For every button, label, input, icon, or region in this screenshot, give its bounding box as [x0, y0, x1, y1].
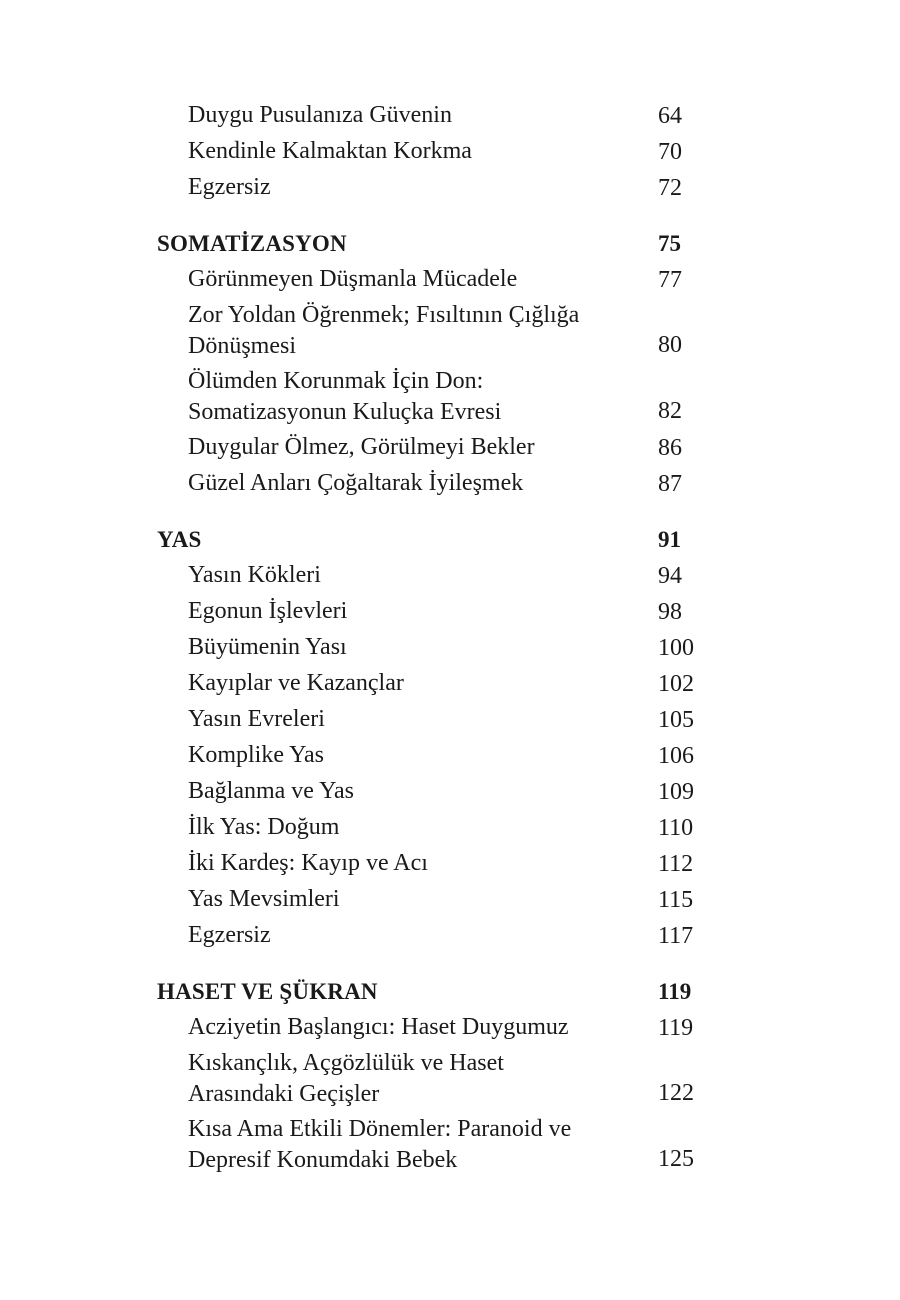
toc-entry — [0, 702, 900, 738]
entry-title-line: Somatizasyonun Kuluçka Evresi — [188, 399, 502, 425]
entry-title: Büyümenin Yası — [188, 634, 347, 660]
entry-title: Acziyetin Başlangıcı: Haset Duygumuz — [188, 1014, 569, 1040]
page-number: 115 — [658, 887, 694, 913]
page-number: 82 — [658, 398, 682, 424]
entry-title-line: Kısa Ama Etkili Dönemler: Paranoid ve — [188, 1116, 572, 1142]
entry-title — [188, 298, 628, 362]
toc-section-heading — [0, 974, 900, 1010]
toc-entry — [0, 134, 900, 170]
section-title: SOMATİZASYON — [157, 231, 347, 256]
entry-title: Kayıplar ve Kazançlar — [188, 670, 404, 696]
toc-section-heading — [0, 226, 900, 262]
toc-entry — [0, 810, 900, 846]
toc-entry — [0, 430, 900, 466]
toc-entry — [0, 298, 900, 364]
entry-title-line: Kıskançlık, Açgözlülük ve Haset — [188, 1050, 504, 1076]
entry-title: Görünmeyen Düşmanla Mücadele — [188, 266, 518, 292]
toc-entry — [0, 364, 900, 430]
section-title: HASET VE ŞÜKRAN — [157, 979, 378, 1004]
entry-title-line: Depresif Konumdaki Bebek — [188, 1147, 458, 1173]
entry-title: Komplike Yas — [188, 742, 325, 768]
page-number: 72 — [658, 175, 682, 201]
page-number: 87 — [658, 471, 682, 497]
toc-entry — [0, 1010, 900, 1046]
table-of-contents — [0, 98, 900, 1178]
page-number: 98 — [658, 599, 682, 625]
entry-title: Yas Mevsimleri — [188, 886, 340, 912]
section-gap — [0, 502, 900, 522]
page-number: 125 — [658, 1146, 694, 1172]
page-number: 75 — [658, 231, 681, 256]
page-number: 100 — [658, 635, 694, 661]
page-number: 119 — [658, 1015, 694, 1041]
page-number: 80 — [658, 332, 682, 358]
entry-title: İlk Yas: Doğum — [188, 814, 340, 840]
page-number: 112 — [658, 851, 694, 877]
entry-title: Egonun İşlevleri — [188, 598, 348, 624]
toc-entry — [0, 630, 900, 666]
page-number: 122 — [658, 1080, 694, 1106]
page-number: 110 — [658, 815, 694, 841]
page-number: 64 — [658, 103, 682, 129]
entry-title — [188, 1112, 628, 1176]
entry-title: Egzersiz — [188, 174, 271, 200]
toc-entry — [0, 558, 900, 594]
page-number: 70 — [658, 139, 682, 165]
entry-title: Güzel Anları Çoğaltarak İyileşmek — [188, 470, 524, 496]
page-number: 91 — [658, 527, 681, 552]
entry-title: Yasın Evreleri — [188, 706, 325, 732]
entry-title — [188, 1046, 628, 1110]
entry-title: Duygu Pusulanıza Güvenin — [188, 102, 452, 128]
toc-entry — [0, 846, 900, 882]
page-number: 105 — [658, 707, 694, 733]
toc-entry — [0, 774, 900, 810]
entry-title-line: Dönüşmesi — [188, 333, 296, 359]
page-number: 106 — [658, 743, 694, 769]
page-number: 119 — [658, 979, 692, 1004]
entry-title: Duygular Ölmez, Görülmeyi Bekler — [188, 434, 535, 460]
entry-title: Bağlanma ve Yas — [188, 778, 354, 804]
toc-entry — [0, 738, 900, 774]
entry-title-line: Ölümden Korunmak İçin Don: — [188, 368, 484, 394]
toc-entry — [0, 1112, 900, 1178]
toc-entry — [0, 918, 900, 954]
section-gap — [0, 206, 900, 226]
entry-title: İki Kardeş: Kayıp ve Acı — [188, 850, 428, 876]
toc-section-heading — [0, 522, 900, 558]
toc-entry — [0, 170, 900, 206]
toc-entry — [0, 666, 900, 702]
section-gap — [0, 954, 900, 974]
toc-entry — [0, 1046, 900, 1112]
toc-entry — [0, 98, 900, 134]
entry-title-line: Arasındaki Geçişler — [188, 1081, 380, 1107]
entry-title-line: Zor Yoldan Öğrenmek; Fısıltının Çığlığa — [188, 302, 580, 328]
entry-title: Yasın Kökleri — [188, 562, 321, 588]
toc-entry — [0, 594, 900, 630]
entry-title: Egzersiz — [188, 922, 271, 948]
page-number: 102 — [658, 671, 694, 697]
page-number: 109 — [658, 779, 694, 805]
section-title: YAS — [157, 527, 202, 552]
page-number: 77 — [658, 267, 682, 293]
toc-entry — [0, 882, 900, 918]
page-number: 86 — [658, 435, 682, 461]
page-number: 117 — [658, 923, 694, 949]
entry-title: Kendinle Kalmaktan Korkma — [188, 138, 472, 164]
toc-entry — [0, 466, 900, 502]
entry-title — [188, 364, 628, 428]
page-number: 94 — [658, 563, 682, 589]
toc-entry — [0, 262, 900, 298]
